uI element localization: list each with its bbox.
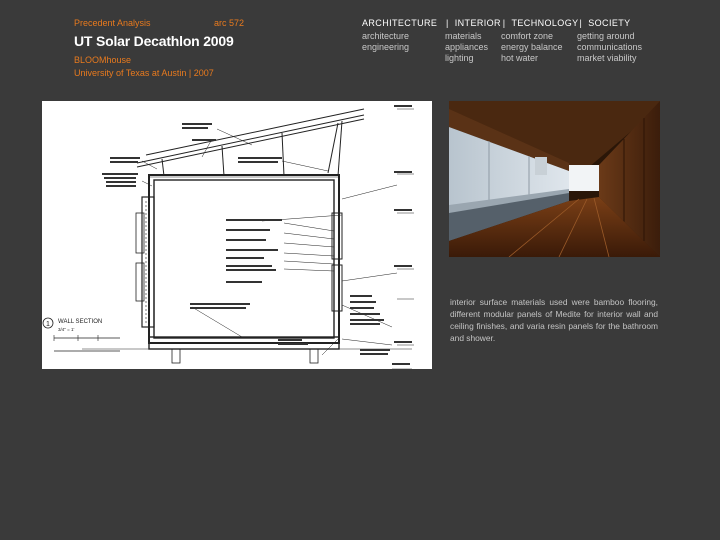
interior-photo-svg xyxy=(449,101,660,257)
section-scale: 3/4" = 1' xyxy=(58,327,75,332)
nav-separator: | xyxy=(446,18,449,28)
nav-column-architecture xyxy=(362,31,445,64)
nav-society[interactable]: SOCIETY xyxy=(588,18,631,28)
nav-subitem[interactable]: appliances xyxy=(445,42,489,52)
nav-subitem[interactable]: market viability xyxy=(577,53,637,63)
nav-subitem[interactable]: comfort zone xyxy=(501,31,554,41)
category-nav xyxy=(362,18,692,64)
project-name: BLOOMhouse xyxy=(74,55,132,65)
nav-subitem[interactable]: architecture xyxy=(362,31,410,41)
nav-column-interior xyxy=(445,31,501,64)
section-label: WALL SECTION xyxy=(58,319,103,325)
header-block xyxy=(74,18,244,80)
precedent-label: Precedent Analysis xyxy=(74,18,151,28)
nav-subitem[interactable]: lighting xyxy=(445,53,474,63)
nav-column-society xyxy=(577,31,642,64)
nav-subitem[interactable]: hot water xyxy=(501,53,539,63)
nav-separator: | xyxy=(579,18,583,28)
nav-column-technology xyxy=(501,31,577,64)
course-code: arc 572 xyxy=(213,18,244,28)
photo-caption: interior surface materials used were bamboo flooring, different modular panels of Medite for interior wall and ceiling finishes, and varia resin panels for the bathroom and shower. xyxy=(450,297,658,343)
nav-technology[interactable]: TECHNOLOGY xyxy=(511,18,579,28)
nav-separator: | xyxy=(502,18,506,28)
nav-subitem[interactable]: energy balance xyxy=(501,42,563,52)
wall-section-svg xyxy=(42,101,432,369)
nav-subitem[interactable]: getting around xyxy=(577,31,635,41)
wall-section-drawing xyxy=(42,101,432,369)
nav-subitem[interactable]: materials xyxy=(445,31,482,41)
school-name: University of Texas at Austin | 2007 xyxy=(74,68,214,78)
nav-architecture[interactable]: ARCHITECTURE xyxy=(362,18,438,28)
interior-photo xyxy=(449,101,660,257)
nav-subitem[interactable]: communications xyxy=(577,42,643,52)
page-title: UT Solar Decathlon 2009 xyxy=(74,33,234,49)
section-number: 1 xyxy=(46,321,50,328)
nav-subitem[interactable]: engineering xyxy=(362,42,410,52)
nav-interior[interactable]: INTERIOR xyxy=(454,18,501,28)
